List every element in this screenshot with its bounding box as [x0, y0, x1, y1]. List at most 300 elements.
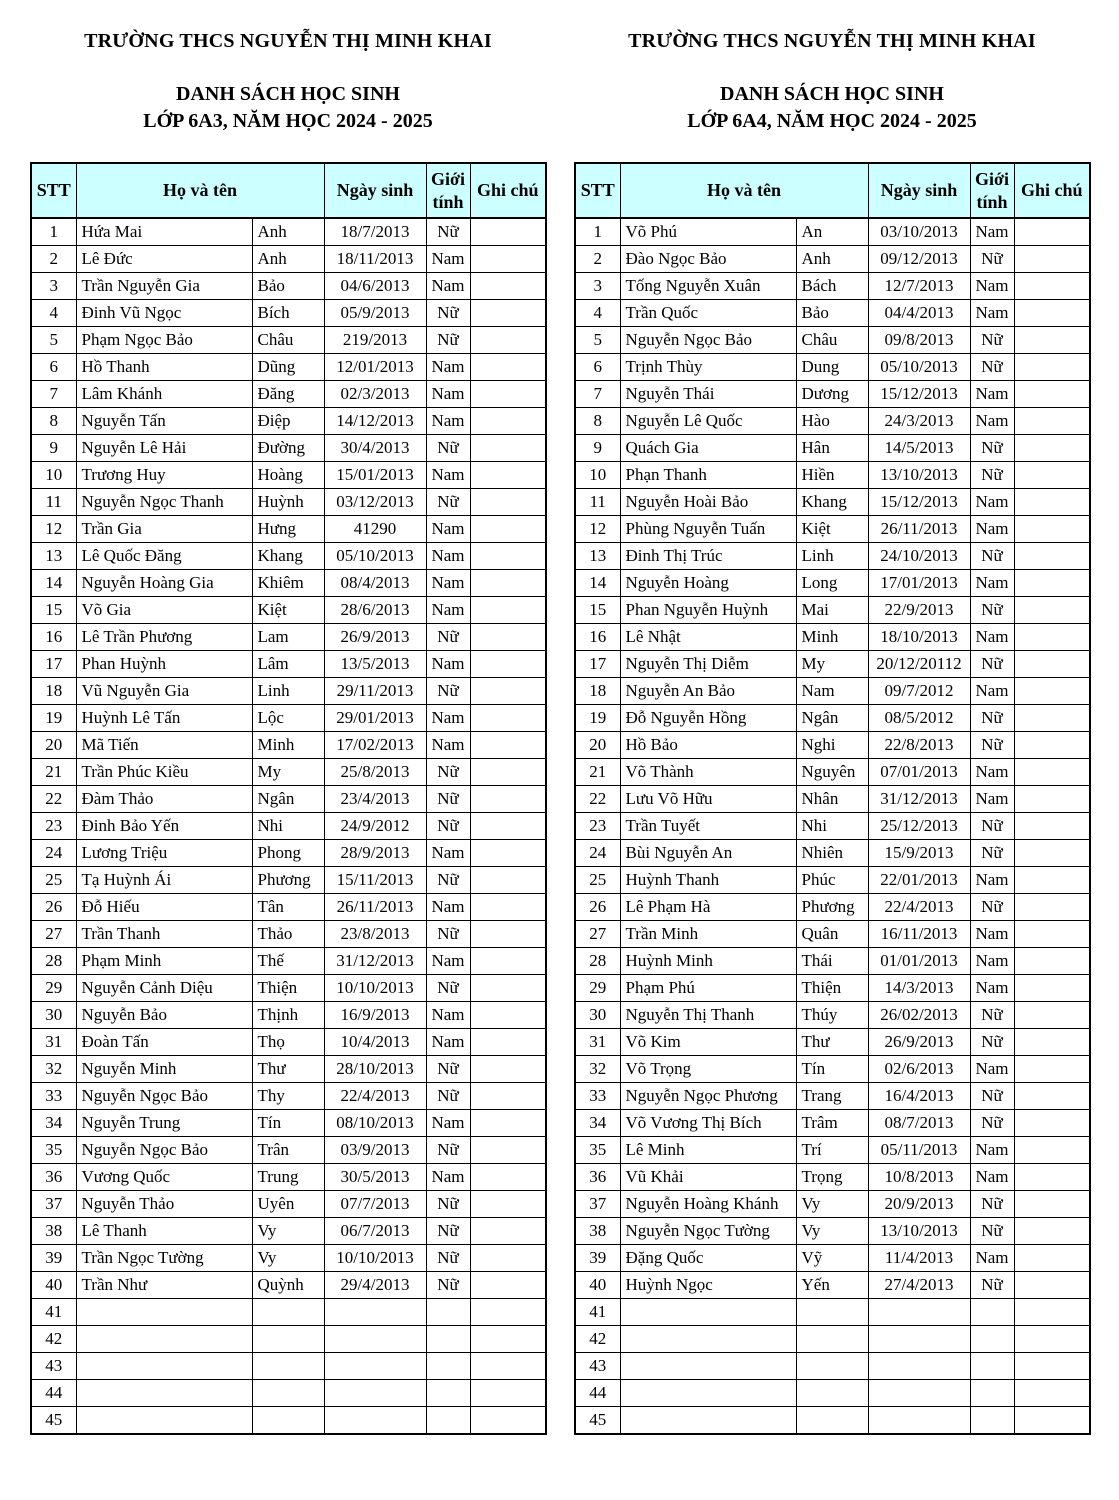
stt-cell: 14 — [31, 570, 76, 597]
gender-cell: Nam — [970, 1137, 1014, 1164]
gender-cell: Nữ — [970, 840, 1014, 867]
given-name-cell: Hiền — [796, 462, 868, 489]
dob-cell: 02/3/2013 — [324, 381, 426, 408]
stt-cell: 3 — [575, 273, 620, 300]
stt-cell: 18 — [31, 678, 76, 705]
table-row — [31, 408, 546, 435]
stt-cell: 28 — [575, 948, 620, 975]
stt-cell: 17 — [575, 651, 620, 678]
table-row — [575, 1110, 1090, 1137]
given-name-cell: Vy — [252, 1218, 324, 1245]
dob-cell: 219/2013 — [324, 327, 426, 354]
table-row — [575, 1137, 1090, 1164]
given-name-cell: Minh — [252, 732, 324, 759]
note-cell — [1014, 1353, 1090, 1380]
dob-cell: 17/01/2013 — [868, 570, 970, 597]
given-name-cell: My — [252, 759, 324, 786]
note-cell — [1014, 570, 1090, 597]
note-cell — [1014, 1056, 1090, 1083]
dob-cell: 15/11/2013 — [324, 867, 426, 894]
dob-cell: 22/4/2013 — [324, 1083, 426, 1110]
table-row — [31, 705, 546, 732]
given-name-cell: Thảo — [252, 921, 324, 948]
gender-cell: Nam — [970, 516, 1014, 543]
given-name-cell: Dương — [796, 381, 868, 408]
table-row — [31, 1245, 546, 1272]
gender-cell — [426, 1299, 470, 1326]
given-name-cell: Nhi — [252, 813, 324, 840]
stt-cell: 18 — [575, 678, 620, 705]
given-name-cell: Ngân — [252, 786, 324, 813]
stt-cell: 20 — [31, 732, 76, 759]
gender-cell: Nam — [426, 651, 470, 678]
gender-cell — [970, 1380, 1014, 1407]
table-row — [31, 462, 546, 489]
dob-cell: 24/10/2013 — [868, 543, 970, 570]
stt-cell: 34 — [575, 1110, 620, 1137]
table-header — [575, 163, 1090, 218]
given-name-cell: Yến — [796, 1272, 868, 1299]
dob-cell: 22/8/2013 — [868, 732, 970, 759]
table-row — [31, 435, 546, 462]
given-name-cell: Bảo — [796, 300, 868, 327]
dob-cell: 13/10/2013 — [868, 1218, 970, 1245]
surname-cell — [76, 1380, 252, 1407]
dob-cell — [868, 1380, 970, 1407]
stt-cell: 24 — [31, 840, 76, 867]
stt-cell: 12 — [31, 516, 76, 543]
surname-cell: Phạm Ngọc Bảo — [76, 327, 252, 354]
dob-cell: 08/7/2013 — [868, 1110, 970, 1137]
surname-cell: Bùi Nguyễn An — [620, 840, 796, 867]
note-cell — [470, 246, 546, 273]
given-name-cell: Khiêm — [252, 570, 324, 597]
surname-cell: Nguyễn Hoàng — [620, 570, 796, 597]
surname-cell — [620, 1407, 796, 1435]
table-row — [575, 1353, 1090, 1380]
table-row — [575, 759, 1090, 786]
given-name-cell: Trâm — [796, 1110, 868, 1137]
dob-cell: 22/4/2013 — [868, 894, 970, 921]
surname-cell: Đỗ Hiếu — [76, 894, 252, 921]
gender-cell — [970, 1407, 1014, 1435]
gender-cell: Nữ — [970, 1002, 1014, 1029]
stt-cell: 41 — [31, 1299, 76, 1326]
note-cell — [1014, 218, 1090, 246]
given-name-cell: Kiệt — [796, 516, 868, 543]
surname-cell: Tạ Huỳnh Ái — [76, 867, 252, 894]
table-row — [575, 1029, 1090, 1056]
given-name-cell: Nam — [796, 678, 868, 705]
dob-cell: 06/7/2013 — [324, 1218, 426, 1245]
note-cell — [470, 1326, 546, 1353]
school-name: TRƯỜNG THCS NGUYỄN THỊ MINH KHAI — [84, 30, 492, 52]
stt-cell: 21 — [575, 759, 620, 786]
dob-cell: 30/4/2013 — [324, 435, 426, 462]
table-row — [575, 786, 1090, 813]
surname-cell: Đào Ngọc Bảo — [620, 246, 796, 273]
given-name-cell: Hưng — [252, 516, 324, 543]
stt-cell: 12 — [575, 516, 620, 543]
note-cell — [470, 1083, 546, 1110]
table-row — [31, 218, 546, 246]
stt-cell: 21 — [31, 759, 76, 786]
surname-cell — [76, 1326, 252, 1353]
stt-cell: 29 — [31, 975, 76, 1002]
table-row — [31, 1137, 546, 1164]
gender-cell: Nam — [426, 462, 470, 489]
dob-cell: 29/11/2013 — [324, 678, 426, 705]
given-name-cell: Kiệt — [252, 597, 324, 624]
gender-cell: Nữ — [426, 678, 470, 705]
stt-cell: 1 — [575, 218, 620, 246]
surname-cell: Trần Tuyết — [620, 813, 796, 840]
gender-cell: Nam — [970, 1056, 1014, 1083]
table-row — [31, 516, 546, 543]
table-row — [31, 732, 546, 759]
stt-cell: 15 — [31, 597, 76, 624]
note-cell — [470, 354, 546, 381]
stt-cell: 19 — [31, 705, 76, 732]
dob-cell: 14/3/2013 — [868, 975, 970, 1002]
given-name-cell: Lâm — [252, 651, 324, 678]
dob-cell: 15/12/2013 — [868, 381, 970, 408]
note-cell — [470, 300, 546, 327]
gender-cell: Nữ — [426, 921, 470, 948]
note-cell — [470, 597, 546, 624]
note-cell — [470, 1056, 546, 1083]
table-row — [575, 543, 1090, 570]
table-row — [31, 570, 546, 597]
gender-cell: Nam — [426, 273, 470, 300]
note-cell — [1014, 381, 1090, 408]
gender-cell: Nữ — [970, 543, 1014, 570]
given-name-cell — [796, 1407, 868, 1435]
table-row — [31, 381, 546, 408]
stt-cell: 42 — [575, 1326, 620, 1353]
stt-cell: 10 — [575, 462, 620, 489]
surname-cell: Đỗ Nguyễn Hồng — [620, 705, 796, 732]
stt-cell: 7 — [31, 381, 76, 408]
note-cell — [1014, 975, 1090, 1002]
stt-cell: 11 — [575, 489, 620, 516]
dob-cell — [324, 1353, 426, 1380]
gender-cell: Nữ — [426, 1272, 470, 1299]
table-row — [575, 732, 1090, 759]
dob-cell: 20/12/20112 — [868, 651, 970, 678]
gender-cell — [426, 1353, 470, 1380]
gender-cell: Nam — [970, 975, 1014, 1002]
gender-cell: Nữ — [970, 354, 1014, 381]
table-row — [31, 543, 546, 570]
surname-cell: Nguyễn Ngọc Bảo — [76, 1137, 252, 1164]
gender-cell: Nữ — [426, 1056, 470, 1083]
dob-cell — [324, 1326, 426, 1353]
list-title-block-6a4 — [574, 81, 1090, 135]
surname-cell: Mã Tiến — [76, 732, 252, 759]
surname-cell: Nguyễn Cảnh Diệu — [76, 975, 252, 1002]
note-cell — [1014, 543, 1090, 570]
note-cell — [470, 786, 546, 813]
surname-cell: Vũ Khải — [620, 1164, 796, 1191]
table-row — [31, 813, 546, 840]
note-cell — [470, 1110, 546, 1137]
note-cell — [1014, 1137, 1090, 1164]
note-cell — [1014, 732, 1090, 759]
note-cell — [470, 651, 546, 678]
given-name-cell: Linh — [252, 678, 324, 705]
given-name-cell: Uyên — [252, 1191, 324, 1218]
col-header-stt: STT — [31, 163, 76, 218]
table-row — [575, 435, 1090, 462]
given-name-cell — [252, 1380, 324, 1407]
surname-cell: Lê Quốc Đăng — [76, 543, 252, 570]
note-cell — [470, 570, 546, 597]
note-cell — [470, 948, 546, 975]
gender-cell: Nam — [970, 948, 1014, 975]
dob-cell: 03/10/2013 — [868, 218, 970, 246]
table-row — [31, 1380, 546, 1407]
gender-cell: Nữ — [970, 1272, 1014, 1299]
given-name-cell: Anh — [252, 246, 324, 273]
gender-cell: Nữ — [426, 1218, 470, 1245]
stt-cell: 28 — [31, 948, 76, 975]
surname-cell: Phạm Phú — [620, 975, 796, 1002]
given-name-cell: Tín — [796, 1056, 868, 1083]
given-name-cell: Quỳnh — [252, 1272, 324, 1299]
stt-cell: 2 — [575, 246, 620, 273]
gender-cell: Nam — [426, 1110, 470, 1137]
given-name-cell: Dũng — [252, 354, 324, 381]
given-name-cell — [252, 1353, 324, 1380]
table-row — [575, 651, 1090, 678]
table-row — [31, 1056, 546, 1083]
dob-cell: 05/10/2013 — [868, 354, 970, 381]
stt-cell: 40 — [31, 1272, 76, 1299]
note-cell — [1014, 327, 1090, 354]
gender-cell: Nam — [970, 489, 1014, 516]
note-cell — [470, 1137, 546, 1164]
surname-cell: Võ Kim — [620, 1029, 796, 1056]
stt-cell: 25 — [31, 867, 76, 894]
surname-cell: Đàm Thảo — [76, 786, 252, 813]
gender-cell — [970, 1326, 1014, 1353]
gender-cell: Nữ — [426, 1245, 470, 1272]
table-row — [575, 975, 1090, 1002]
dob-cell: 09/8/2013 — [868, 327, 970, 354]
gender-cell: Nữ — [426, 759, 470, 786]
surname-cell — [76, 1353, 252, 1380]
given-name-cell: Anh — [796, 246, 868, 273]
surname-cell: Nguyễn Trung — [76, 1110, 252, 1137]
dob-cell: 07/7/2013 — [324, 1191, 426, 1218]
table-row — [31, 1083, 546, 1110]
table-row — [31, 786, 546, 813]
note-cell — [1014, 651, 1090, 678]
surname-cell: Phan Huỳnh — [76, 651, 252, 678]
note-cell — [1014, 1191, 1090, 1218]
gender-cell: Nữ — [970, 705, 1014, 732]
note-cell — [1014, 1002, 1090, 1029]
surname-cell: Nguyễn Ngọc Phương — [620, 1083, 796, 1110]
surname-cell: Trương Huy — [76, 462, 252, 489]
note-cell — [470, 975, 546, 1002]
student-table-6a3 — [30, 162, 547, 1435]
dob-cell: 18/10/2013 — [868, 624, 970, 651]
given-name-cell: Thiện — [252, 975, 324, 1002]
note-cell — [470, 894, 546, 921]
given-name-cell — [252, 1407, 324, 1435]
given-name-cell: Trân — [252, 1137, 324, 1164]
table-row — [31, 300, 546, 327]
dob-cell: 30/5/2013 — [324, 1164, 426, 1191]
col-header-gender: Giới tính — [426, 163, 470, 218]
note-cell — [1014, 948, 1090, 975]
dob-cell — [868, 1299, 970, 1326]
surname-cell: Trần Quốc — [620, 300, 796, 327]
surname-cell: Nguyễn Ngọc Tường — [620, 1218, 796, 1245]
gender-cell: Nam — [426, 408, 470, 435]
dob-cell: 10/10/2013 — [324, 1245, 426, 1272]
given-name-cell: Vy — [796, 1191, 868, 1218]
table-row — [31, 948, 546, 975]
stt-cell: 45 — [575, 1407, 620, 1435]
surname-cell: Nguyễn Bảo — [76, 1002, 252, 1029]
table-row — [575, 1083, 1090, 1110]
note-cell — [470, 759, 546, 786]
dob-cell — [868, 1326, 970, 1353]
gender-cell: Nữ — [426, 1191, 470, 1218]
table-row — [575, 1407, 1090, 1435]
note-cell — [470, 732, 546, 759]
table-row — [575, 1245, 1090, 1272]
table-row — [31, 975, 546, 1002]
note-cell — [470, 705, 546, 732]
note-cell — [1014, 624, 1090, 651]
surname-cell: Phùng Nguyễn Tuấn — [620, 516, 796, 543]
col-header-note: Ghi chú — [1014, 163, 1090, 218]
given-name-cell: Phương — [252, 867, 324, 894]
table-row — [575, 921, 1090, 948]
stt-cell: 22 — [575, 786, 620, 813]
given-name-cell: Ngân — [796, 705, 868, 732]
col-header-name: Họ và tên — [620, 163, 868, 218]
gender-cell: Nam — [970, 759, 1014, 786]
gender-cell: Nữ — [970, 1083, 1014, 1110]
class-year-title: LỚP 6A3, NĂM HỌC 2024 - 2025 — [143, 110, 433, 132]
surname-cell: Đinh Vũ Ngọc — [76, 300, 252, 327]
given-name-cell: Châu — [796, 327, 868, 354]
table-row — [575, 218, 1090, 246]
note-cell — [1014, 840, 1090, 867]
stt-cell: 44 — [575, 1380, 620, 1407]
table-row — [575, 1326, 1090, 1353]
table-row — [575, 894, 1090, 921]
stt-cell: 36 — [31, 1164, 76, 1191]
table-row — [31, 1110, 546, 1137]
stt-cell: 41 — [575, 1299, 620, 1326]
surname-cell: Trần Ngọc Tường — [76, 1245, 252, 1272]
note-cell — [1014, 1164, 1090, 1191]
gender-cell: Nam — [426, 705, 470, 732]
table-row — [575, 840, 1090, 867]
note-cell — [470, 1245, 546, 1272]
stt-cell: 8 — [575, 408, 620, 435]
dob-cell: 05/9/2013 — [324, 300, 426, 327]
surname-cell: Đinh Bảo Yến — [76, 813, 252, 840]
surname-cell: Tống Nguyễn Xuân — [620, 273, 796, 300]
gender-cell: Nữ — [426, 489, 470, 516]
surname-cell: Võ Vương Thị Bích — [620, 1110, 796, 1137]
note-cell — [470, 1299, 546, 1326]
dob-cell — [868, 1353, 970, 1380]
surname-cell: Nguyễn Ngọc Bảo — [620, 327, 796, 354]
gender-cell: Nữ — [426, 624, 470, 651]
class-list-6a4 — [574, 30, 1090, 1435]
class-list-6a3 — [30, 30, 546, 1435]
table-row — [31, 327, 546, 354]
gender-cell: Nữ — [970, 1191, 1014, 1218]
gender-cell: Nữ — [970, 813, 1014, 840]
table-row — [31, 1326, 546, 1353]
note-cell — [1014, 1380, 1090, 1407]
dob-cell: 16/11/2013 — [868, 921, 970, 948]
stt-cell: 2 — [31, 246, 76, 273]
given-name-cell — [252, 1326, 324, 1353]
stt-cell: 14 — [575, 570, 620, 597]
gender-cell: Nữ — [426, 813, 470, 840]
note-cell — [1014, 597, 1090, 624]
stt-cell: 39 — [575, 1245, 620, 1272]
given-name-cell: Châu — [252, 327, 324, 354]
dob-cell: 29/01/2013 — [324, 705, 426, 732]
given-name-cell: Trang — [796, 1083, 868, 1110]
surname-cell: Nguyễn Ngọc Bảo — [76, 1083, 252, 1110]
note-cell — [1014, 678, 1090, 705]
gender-cell: Nam — [426, 543, 470, 570]
stt-cell: 25 — [575, 867, 620, 894]
surname-cell: Lê Thanh — [76, 1218, 252, 1245]
gender-cell: Nữ — [426, 1137, 470, 1164]
given-name-cell: Đăng — [252, 381, 324, 408]
given-name-cell: Lam — [252, 624, 324, 651]
note-cell — [1014, 867, 1090, 894]
stt-cell: 43 — [575, 1353, 620, 1380]
stt-cell: 31 — [575, 1029, 620, 1056]
table-row — [575, 570, 1090, 597]
stt-cell: 1 — [31, 218, 76, 246]
given-name-cell: Tân — [252, 894, 324, 921]
surname-cell: Huỳnh Thanh — [620, 867, 796, 894]
given-name-cell: Nhi — [796, 813, 868, 840]
given-name-cell: Dung — [796, 354, 868, 381]
dob-cell: 25/12/2013 — [868, 813, 970, 840]
note-cell — [1014, 1218, 1090, 1245]
note-cell — [470, 408, 546, 435]
stt-cell: 10 — [31, 462, 76, 489]
surname-cell: Quách Gia — [620, 435, 796, 462]
dob-cell: 16/9/2013 — [324, 1002, 426, 1029]
note-cell — [1014, 1407, 1090, 1435]
col-header-dob: Ngày sinh — [324, 163, 426, 218]
table-row — [31, 1407, 546, 1435]
stt-cell: 23 — [31, 813, 76, 840]
stt-cell: 32 — [31, 1056, 76, 1083]
stt-cell: 15 — [575, 597, 620, 624]
table-row — [31, 624, 546, 651]
dob-cell: 02/6/2013 — [868, 1056, 970, 1083]
gender-cell: Nữ — [970, 1110, 1014, 1137]
